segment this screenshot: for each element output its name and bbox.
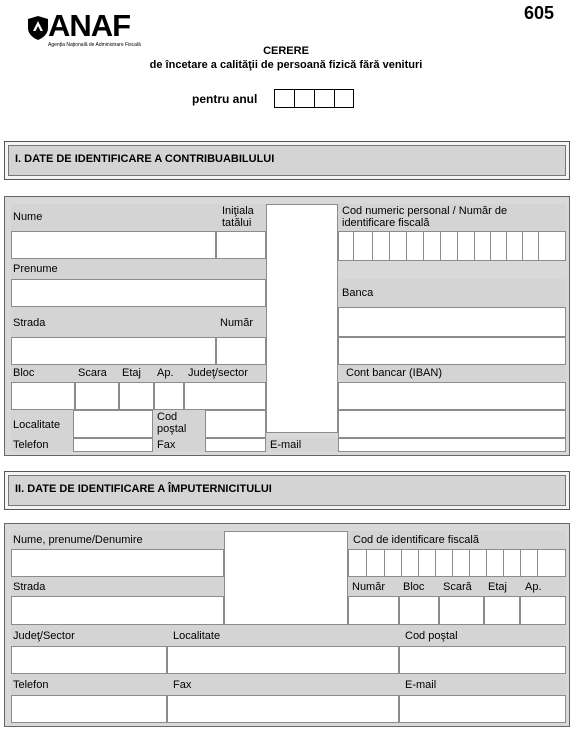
- field2-ap[interactable]: [520, 596, 566, 625]
- field-banca[interactable]: [338, 307, 566, 337]
- label2-bloc: Bloc: [403, 581, 425, 593]
- label2-cif: Cod de identificare fiscală: [353, 534, 479, 546]
- field-email[interactable]: [338, 438, 566, 452]
- label-bloc: Bloc: [13, 367, 35, 379]
- anaf-logo-subtitle: Agenţia Naţională de Administrare Fiscală: [48, 42, 141, 48]
- label-cod-postal: Cod poştal: [157, 411, 187, 435]
- label-ap: Ap.: [157, 367, 174, 379]
- section2-form: [4, 523, 570, 727]
- field2-judet[interactable]: [11, 646, 167, 674]
- label2-strada: Strada: [13, 581, 46, 593]
- label2-numar: Număr: [352, 581, 386, 593]
- field-cod-postal[interactable]: [205, 410, 266, 438]
- field-strada[interactable]: [11, 337, 216, 365]
- blank-right-row: [338, 337, 566, 365]
- label-strada: Strada: [13, 317, 46, 329]
- anaf-shield-icon: [28, 16, 48, 40]
- field-fax[interactable]: [205, 438, 266, 452]
- label2-nume: Nume, prenume/Denumire: [13, 534, 143, 546]
- field-etaj[interactable]: [119, 382, 154, 410]
- field2-scara[interactable]: [439, 596, 484, 625]
- label2-scara: Scară: [443, 581, 472, 593]
- field-judet[interactable]: [184, 382, 266, 410]
- label-cont: Cont bancar (IBAN): [346, 367, 442, 379]
- field-telefon[interactable]: [73, 438, 153, 452]
- year-input[interactable]: [274, 89, 354, 108]
- blank-column: [266, 204, 338, 433]
- field-cont[interactable]: [338, 382, 566, 410]
- form-number: 605: [524, 3, 555, 23]
- label2-localitate: Localitate: [173, 630, 221, 642]
- field-nume[interactable]: [11, 231, 216, 259]
- label-prenume: Prenume: [13, 263, 58, 275]
- field-localitate[interactable]: [73, 410, 153, 438]
- field2-nume[interactable]: [11, 549, 224, 577]
- label-banca: Banca: [342, 287, 374, 299]
- field-cnp[interactable]: [338, 231, 566, 261]
- label2-fax: Fax: [173, 679, 192, 691]
- anaf-logo: ANAF: [48, 8, 131, 43]
- field2-bloc[interactable]: [399, 596, 439, 625]
- label-cnp: Cod numeric personal / Număr de identificare fiscală: [342, 205, 508, 229]
- label2-telefon: Telefon: [13, 679, 49, 691]
- label2-judet: Judeţ/Sector: [13, 630, 75, 642]
- field-initiala[interactable]: [216, 231, 266, 259]
- label-numar: Număr: [220, 317, 254, 329]
- section2-header: [4, 471, 570, 510]
- form-title: CERERE: [263, 45, 309, 57]
- blank-column-2: [224, 531, 348, 625]
- field2-numar[interactable]: [348, 596, 399, 625]
- field2-fax[interactable]: [167, 695, 399, 723]
- blank-right-row-2: [338, 410, 566, 438]
- field2-strada[interactable]: [11, 596, 224, 625]
- label-fax: Fax: [157, 439, 176, 451]
- section1-title: I. DATE DE IDENTIFICARE A CONTRIBUABILULUI: [15, 153, 275, 165]
- label-telefon: Telefon: [13, 439, 49, 451]
- label-nume: Nume: [13, 211, 43, 223]
- label-judet: Judeţ/sector: [188, 367, 248, 379]
- section1-header: [4, 141, 570, 180]
- label-etaj: Etaj: [122, 367, 141, 379]
- field-numar[interactable]: [216, 337, 266, 365]
- label2-etaj: Etaj: [488, 581, 507, 593]
- section1-form: [4, 196, 570, 456]
- section2-title: II. DATE DE IDENTIFICARE A ÎMPUTERNICITULUI: [15, 483, 272, 495]
- label-email: E-mail: [270, 439, 302, 451]
- label2-email: E-mail: [405, 679, 437, 691]
- year-label: pentru anul: [192, 92, 258, 106]
- label-scara: Scara: [78, 367, 107, 379]
- field2-etaj[interactable]: [484, 596, 520, 625]
- field2-cif[interactable]: [348, 549, 566, 577]
- field-scara[interactable]: [75, 382, 119, 410]
- field2-telefon[interactable]: [11, 695, 167, 723]
- field-bloc[interactable]: [11, 382, 75, 410]
- field-ap[interactable]: [154, 382, 184, 410]
- label2-ap: Ap.: [525, 581, 542, 593]
- field-prenume[interactable]: [11, 279, 266, 307]
- field2-localitate[interactable]: [167, 646, 399, 674]
- label-initiala: Iniţiala tatălui: [222, 205, 254, 229]
- field2-email[interactable]: [399, 695, 566, 723]
- label2-cod-postal: Cod poştal: [405, 630, 458, 642]
- label-localitate: Localitate: [13, 419, 61, 431]
- form-subtitle: de încetare a calităţii de persoană fizică fără venituri: [149, 59, 423, 71]
- field2-cod-postal[interactable]: [399, 646, 566, 674]
